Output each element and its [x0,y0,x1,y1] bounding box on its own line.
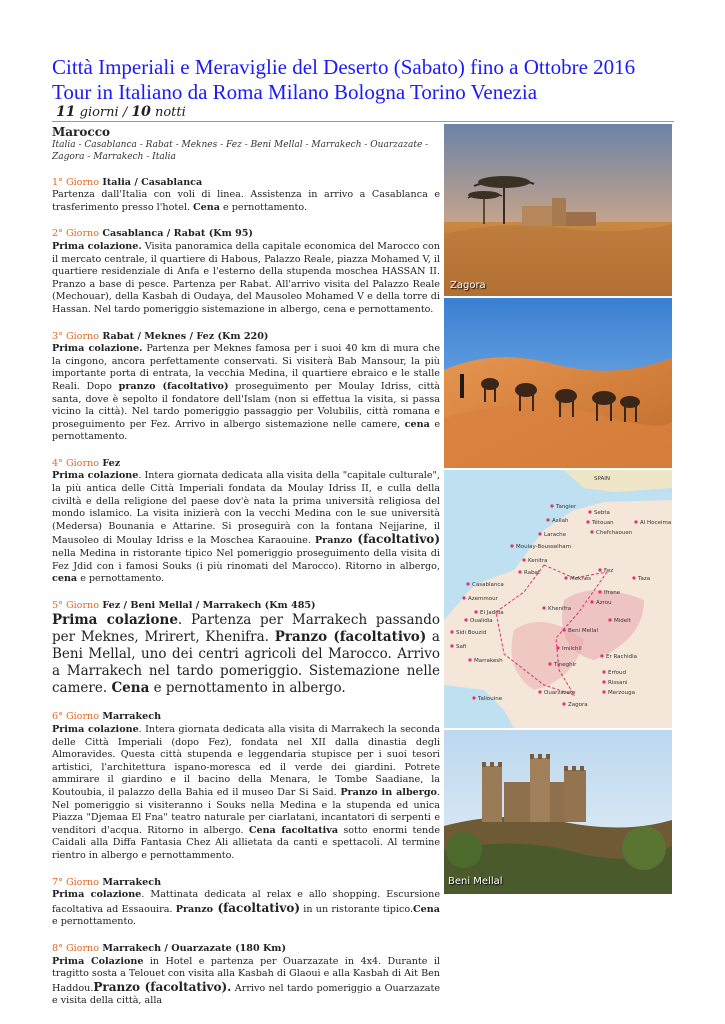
country-heading: Marocco [52,125,111,139]
map-city-marker [522,558,525,561]
map-city-label: Marrakesh [474,658,503,664]
map-city-marker [634,520,637,523]
day-number: 3° Giorno [52,330,99,342]
day-number: 8° Giorno [52,942,99,954]
map-label-spain: SPAIN [594,476,610,482]
day-1: 1° Giorno Italia / Casablanca Partenza dall'Italia con voli di linea. Assistenza in arrivo a Casablanca e trasferimento presso l'hotel. Cena e pernottamento. [52,176,440,213]
day-7: 7° Giorno Marrakech Prima colazione. Mattinata dedicata al relax e allo shopping. Escursione facoltativa ad Essaouira. Pranzo (facoltativo) in un ristorante tipico.Cena e pernottamento. [52,876,440,928]
map-city-marker [590,530,593,533]
map-city-marker [590,600,593,603]
map-city-marker [564,576,567,579]
nights-label: notti [154,105,186,120]
map-city-label: Sidi Bouzid [456,630,487,636]
map-city-marker [548,662,551,665]
days-count: 11 [56,104,76,120]
title-divider [52,121,674,122]
map-city-marker [598,590,601,593]
days-label: giorni [79,105,119,120]
day-6: 6° Giorno Marrakech Prima colazione. Intera giornata dedicata alla visita di Marrakech la seconda delle Città Imperiali (dopo Fez), fondata nel XII dalla dinastia degli Almoravides. Questa città stupenda e leggendaria stupisce per i suoi tesori artistici, l'architettura ispano-moresca ed il verde dei giardini. Potrete ammirare il giardino e il bacino della Menara, le Tombe Saadiane, la Koutoubia, il palazzo della Bahia ed il museo Dar Si Said. Pranzo in albergo. Nel pomeriggio si visiteranno i Souks nella Medina e la stupenda ed unica Piazza "Djemaa El Fna" teatro naturale per ciarlatani, incantatori di serpenti e venditori d'acqua. Ritorno in albergo. Cena facoltativa sotto enormi tende Caidali alla Diffa Fantasia Chez Ali allietata da canti e spettacoli. Al termine rientro in albergo e pernottammento. [52,711,441,861]
map-city-label: Taza [638,576,651,582]
day-number: 6° Giorno [52,711,99,723]
day-title: Italia / Casablanca [102,176,203,188]
map-city-label: Rabat [524,570,541,576]
map-city-marker [562,628,565,631]
map-city-marker [450,644,453,647]
route-map [444,470,672,728]
map-city-marker [602,690,605,693]
map-city-marker [464,618,467,621]
title-line-2: Tour in Italiano da Roma Milano Bologna Torino Venezia [52,80,538,104]
document-title [52,55,692,105]
title-line-1: Città Imperiali e Meraviglie del Deserto (Sabato) fino a Ottobre 2016 [52,55,636,79]
map-city-marker [562,702,565,705]
duration: 11 giorni / 10 notti [56,104,186,120]
map-city-label: Khenifra [548,606,572,612]
map-city-label: Merzouga [608,690,635,696]
map-city-label: Sebta [594,510,610,516]
map-city-label: Zagora [568,702,588,708]
day-title: Marrakech [102,711,162,723]
photo-caption: Beni Mellal [448,876,503,887]
map-city-marker [586,520,589,523]
map-city-marker [598,568,601,571]
map-city-marker [542,606,545,609]
map-city-marker [600,654,603,657]
day-number: 2° Giorno [52,228,99,240]
map-city-marker [510,544,513,547]
day-8: 8° Giorno Marrakech / Ouarzazate (180 Km) Prima Colazione in Hotel e partenza per Ouarzazate in 4x4. Durante il tragitto sosta a Telouet con visita alla Kasbah di Glaoui e alla Kasbah di Ait Ben Haddou.Pranzo (facoltativo). Arrivo nel tardo pomeriggio a Ouarzazate e visita della città, alla [52,942,441,1007]
map-city-label: Imilchil [562,646,582,652]
map-city-label: Moulay-Bousselham [516,544,571,550]
beni-mellal-image [444,730,672,894]
map-city-label: Fez [604,568,614,574]
camels-image [444,298,672,468]
map-city-marker [550,504,553,507]
day-title: Marrakech / Ouarzazate (180 Km) [102,942,286,954]
photo-zagora [444,124,672,296]
day-title: Rabat / Meknes / Fez (Km 220) [102,330,269,342]
map-city-label: Midelt [614,618,631,624]
map-city-label: Ifrane [604,590,621,596]
map-city-label: Beni Mellal [568,628,599,634]
map-city-marker [518,570,521,573]
map-city-label: Erfoud [608,670,627,676]
morocco-map [444,470,672,728]
map-city-label: Taliouine [478,696,503,702]
map-city-label: Larache [544,532,566,538]
map-city-label: Ouarzazate [544,690,576,696]
map-city-marker [474,610,477,613]
day-title: Marrakech [102,876,162,888]
map-city-label: Al Hoceima [640,520,672,526]
map-city-label: Tétouan [592,520,614,526]
day-title: Fez [102,457,121,469]
map-city-label: Oualidia [470,618,493,624]
map-city-marker [602,670,605,673]
day-title: Casablanca / Rabat (Km 95) [102,228,253,240]
map-city-marker [462,596,465,599]
map-city-label: Asilah [552,518,569,524]
map-city-label: Tangier [556,504,576,510]
photo-beni-mellal [444,730,672,894]
map-city-label: El Jadida [480,610,504,616]
map-city-label: Casablanca [472,582,504,588]
day-title: Fez / Beni Mellal / Marrakech (Km 485) [102,599,316,611]
photo-camels [444,298,672,468]
map-city-label: Meknès [570,576,592,582]
map-city-label: Kenitra [528,558,548,564]
zagora-image [444,124,672,296]
nights-count: 10 [131,104,151,120]
day-2: 2° Giorno Casablanca / Rabat (Km 95) Prima colazione. Visita panoramica della capitale economica del Marocco con il mercato centrale, il quartiere di Habous, Palazzo Reale, piazza Mohamed V, il quartiere residenziale di Anfa e l'esterno della stupenda moschea HASSAN II. Pranzo a base di pesce. Partenza per Rabat. All'arrivo visita del Palazzo Reale (Mechouar), della Kasbah di Oudaya, del Mausoleo Mohamed V e della torre di Hassan. Nel tardo pomeriggio sistemazione in albergo, cena e pernottamento. [52,228,440,315]
day-5: 5° Giorno Fez / Beni Mellal / Marrakech (Km 485) Prima colazione. Partenza per Marrakech passando per Meknes, Mrirert, Khenifra. Pranzo (facoltativo) a Beni Mellal, uno dei centri agricoli del Marocco. Arrivo a Marrakech nel tardo pomeriggio. Sistemazione nelle camere. Cena e pernottamento in albergo. [52,599,440,697]
map-city-marker [450,630,453,633]
map-city-marker [538,690,541,693]
day-number: 7° Giorno [52,876,99,888]
map-city-label: Tineghir [554,662,577,668]
day-number: 5° Giorno [52,599,99,611]
map-city-marker [602,680,605,683]
map-city-marker [472,696,475,699]
map-city-marker [588,510,591,513]
map-city-marker [538,532,541,535]
map-city-marker [632,576,635,579]
day-4: 4° Giorno Fez Prima colazione. Intera giornata dedicata alla visita della "capitale culturale", la più antica delle Città Imperiali fondata da Moulay Idriss II, e culla della civiltà e della religione del paese dov'è nata la prima università religiosa del mondo islamico. La visita inizierà con la vecchi Medina con le sue università (Medersa) Bounania e Attarine. Si proseguirà con la fontana Nejjarine, il Mausoleo di Moulay Idriss e la Moschea Karaouine. Pranzo (facoltativo) nella Medina in ristorante tipico Nel pomeriggio proseguimento della visita di Fez Jdid con i famosi Souks (i più rinomati del Marocco). Ritorno in albergo, cena e pernottamento. [52,457,440,585]
map-city-label: Safi [456,644,467,650]
map-city-marker [468,658,471,661]
day-number: 4° Giorno [52,457,99,469]
map-city-label: Rissani [608,680,628,686]
day-number: 1° Giorno [52,176,99,188]
map-city-marker [466,582,469,585]
map-city-marker [608,618,611,621]
map-city-marker [556,646,559,649]
photo-caption: Zagora [450,280,486,291]
map-city-label: Azemmour [468,596,498,602]
map-city-marker [546,518,549,521]
map-city-label: Chefchaouen [596,530,633,536]
itinerary-column [52,124,440,1022]
day-3: 3° Giorno Rabat / Meknes / Fez (Km 220) Prima colazione. Partenza per Meknes famosa per i suoi 40 km di mura che la cingono, ancora perfettamente conservati. Si visiterà Bab Mansour, la più importante porta di entrata, la vecchia Medina, il quartiere ebraico e le stalle Reali. Dopo pranzo (facoltativo) proseguimento per Moulay Idriss, città santa, dove è sepolto il fondatore dell'Islam (non si effettua la visita, si passa vicino la città). Nel tardo pomeriggio passaggio per Volubilis, città romana e proseguimento per Fez. Arrivo in albergo sistemazione nelle camere, cena e pernottamento. [52,330,441,443]
route-line: Italia - Casablanca - Rabat - Meknes - Fez - Beni Mellal - Marrakech - Ouarzazate - Zagora - Marrakech - Italia [52,139,429,162]
map-city-label: Er Rachidia [606,654,637,660]
map-city-label: Azrou [596,600,612,606]
